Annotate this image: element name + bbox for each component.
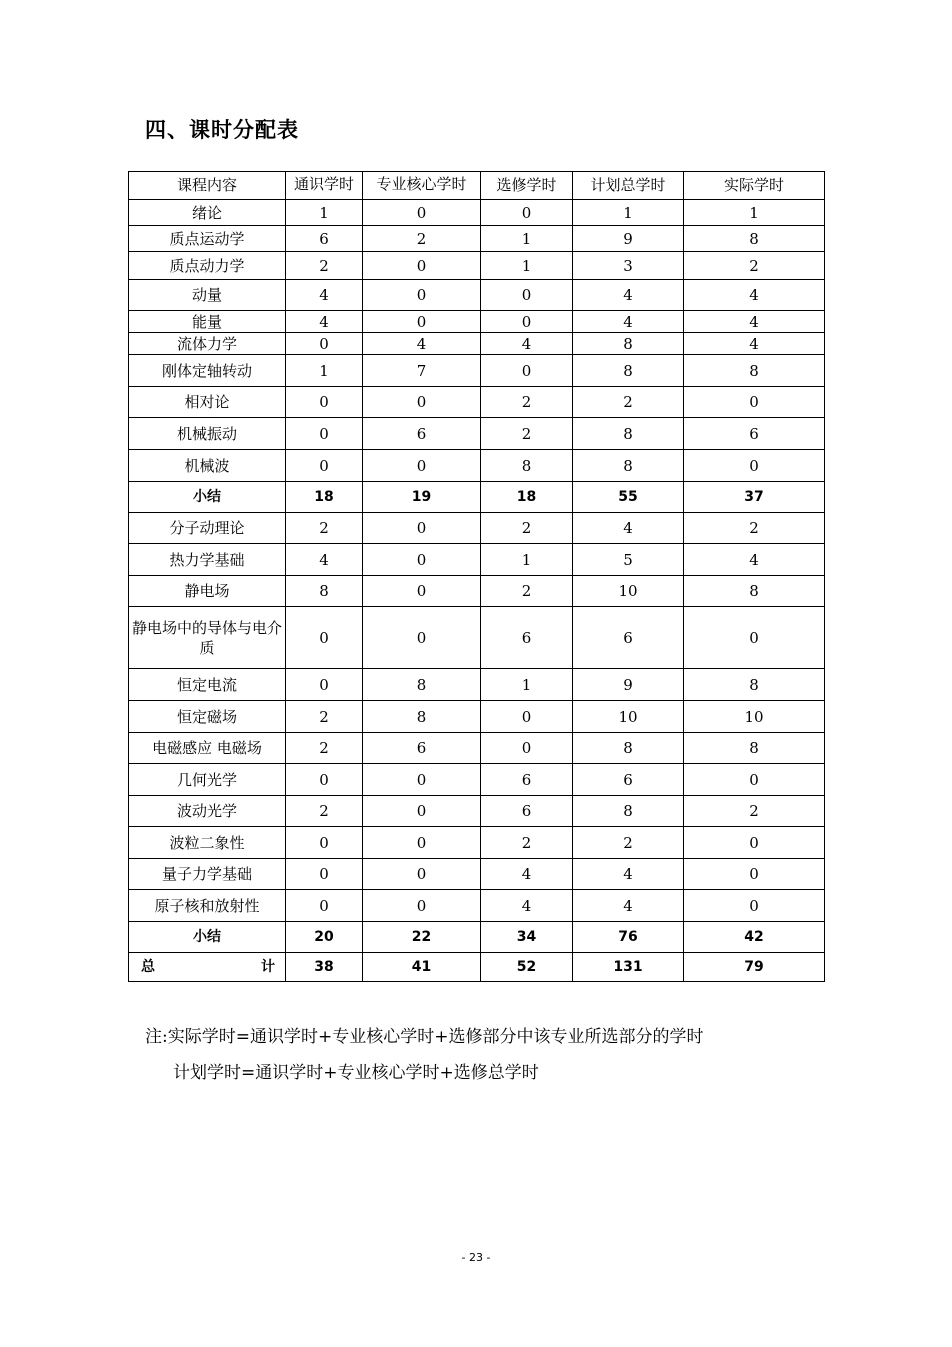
hours-cell: 2 bbox=[481, 513, 573, 544]
hours-cell: 6 bbox=[363, 418, 481, 450]
hours-cell: 4 bbox=[573, 280, 684, 311]
hours-cell: 7 bbox=[363, 355, 481, 387]
hours-cell: 0 bbox=[286, 859, 363, 890]
hours-cell: 0 bbox=[363, 280, 481, 311]
course-name-cell: 机械振动 bbox=[129, 418, 286, 450]
hours-cell: 8 bbox=[684, 226, 825, 252]
header-core-hours: 专业核心学时 bbox=[363, 172, 481, 200]
note-line: 注:实际学时=通识学时+专业核心学时+选修部分中该专业所选部分的学时 bbox=[145, 1027, 704, 1047]
hours-cell: 4 bbox=[481, 859, 573, 890]
hours-cell: 1 bbox=[573, 200, 684, 226]
course-name-cell: 刚体定轴转动 bbox=[129, 355, 286, 387]
hours-cell: 0 bbox=[363, 311, 481, 333]
page-number: - 23 - bbox=[461, 1251, 491, 1264]
hours-cell: 4 bbox=[573, 859, 684, 890]
course-name-cell: 小结 bbox=[129, 922, 286, 953]
hours-cell: 18 bbox=[481, 482, 573, 513]
table-header-row bbox=[129, 172, 825, 200]
hours-cell: 0 bbox=[363, 827, 481, 859]
table-row bbox=[129, 200, 825, 226]
course-name-cell: 静电场中的导体与电介质 bbox=[129, 607, 286, 669]
hours-cell: 0 bbox=[363, 387, 481, 418]
course-name-cell: 质点动力学 bbox=[129, 252, 286, 280]
hours-cell: 6 bbox=[481, 796, 573, 827]
hours-cell: 1 bbox=[286, 355, 363, 387]
hours-cell: 55 bbox=[573, 482, 684, 513]
table-row bbox=[129, 764, 825, 796]
hours-cell: 4 bbox=[286, 544, 363, 576]
hours-cell: 42 bbox=[684, 922, 825, 953]
table-row bbox=[129, 280, 825, 311]
course-name-cell: 能量 bbox=[129, 311, 286, 333]
subtotal-row bbox=[129, 482, 825, 513]
course-name-cell: 流体力学 bbox=[129, 333, 286, 355]
hours-cell: 6 bbox=[573, 607, 684, 669]
hours-cell: 4 bbox=[684, 280, 825, 311]
table-row bbox=[129, 827, 825, 859]
hours-cell: 2 bbox=[481, 827, 573, 859]
table-row bbox=[129, 355, 825, 387]
hours-cell: 8 bbox=[481, 450, 573, 482]
header-actual-hours: 实际学时 bbox=[684, 172, 825, 200]
hours-cell: 0 bbox=[286, 607, 363, 669]
hours-cell: 0 bbox=[286, 890, 363, 922]
hours-cell: 1 bbox=[481, 544, 573, 576]
hours-cell: 8 bbox=[684, 733, 825, 764]
hours-cell: 8 bbox=[684, 669, 825, 701]
hours-cell: 6 bbox=[481, 764, 573, 796]
hours-cell: 4 bbox=[573, 513, 684, 544]
total-label bbox=[129, 953, 286, 982]
table-row bbox=[129, 418, 825, 450]
hours-cell: 0 bbox=[363, 607, 481, 669]
hours-cell: 10 bbox=[573, 701, 684, 733]
hours-cell: 0 bbox=[363, 764, 481, 796]
hours-cell: 8 bbox=[363, 669, 481, 701]
table-row bbox=[129, 544, 825, 576]
hours-cell: 0 bbox=[286, 764, 363, 796]
hours-cell: 0 bbox=[481, 701, 573, 733]
table-row bbox=[129, 311, 825, 333]
hours-cell: 4 bbox=[363, 333, 481, 355]
table-row bbox=[129, 450, 825, 482]
hours-cell: 0 bbox=[363, 252, 481, 280]
header-course-content: 课程内容 bbox=[129, 172, 286, 200]
hours-cell: 4 bbox=[573, 890, 684, 922]
total-cell: 41 bbox=[363, 953, 481, 982]
hours-cell: 0 bbox=[684, 387, 825, 418]
hours-cell: 8 bbox=[573, 733, 684, 764]
hours-cell: 8 bbox=[684, 576, 825, 607]
hours-cell: 1 bbox=[481, 226, 573, 252]
table-row bbox=[129, 796, 825, 827]
hours-cell: 0 bbox=[684, 764, 825, 796]
hours-cell: 2 bbox=[573, 827, 684, 859]
hours-cell: 4 bbox=[684, 333, 825, 355]
subtotal-row bbox=[129, 922, 825, 953]
hours-cell: 2 bbox=[286, 796, 363, 827]
hours-cell: 2 bbox=[286, 252, 363, 280]
header-general-hours: 通识学时 bbox=[286, 172, 363, 200]
hours-cell: 0 bbox=[684, 607, 825, 669]
hours-cell: 2 bbox=[481, 387, 573, 418]
course-name-cell: 小结 bbox=[129, 482, 286, 513]
header-planned-total: 计划总学时 bbox=[573, 172, 684, 200]
hours-cell: 0 bbox=[363, 859, 481, 890]
hours-cell: 0 bbox=[286, 333, 363, 355]
total-cell: 38 bbox=[286, 953, 363, 982]
header-elective-hours: 选修学时 bbox=[481, 172, 573, 200]
total-row bbox=[129, 953, 825, 982]
hours-cell: 6 bbox=[363, 733, 481, 764]
hours-cell: 0 bbox=[684, 450, 825, 482]
total-cell: 79 bbox=[684, 953, 825, 982]
table-row bbox=[129, 607, 825, 669]
hours-cell: 0 bbox=[481, 311, 573, 333]
course-name-cell: 静电场 bbox=[129, 576, 286, 607]
hours-cell: 1 bbox=[481, 252, 573, 280]
course-name-cell: 绪论 bbox=[129, 200, 286, 226]
hours-cell: 76 bbox=[573, 922, 684, 953]
table-row bbox=[129, 733, 825, 764]
hours-cell: 0 bbox=[286, 387, 363, 418]
hours-cell: 8 bbox=[684, 355, 825, 387]
hours-cell: 8 bbox=[573, 418, 684, 450]
hours-cell: 8 bbox=[286, 576, 363, 607]
table-row bbox=[129, 669, 825, 701]
hours-cell: 5 bbox=[573, 544, 684, 576]
course-name-cell: 量子力学基础 bbox=[129, 859, 286, 890]
hours-cell: 0 bbox=[481, 280, 573, 311]
hours-cell: 9 bbox=[573, 226, 684, 252]
hours-cell: 18 bbox=[286, 482, 363, 513]
total-cell: 52 bbox=[481, 953, 573, 982]
hours-cell: 0 bbox=[481, 355, 573, 387]
hours-cell: 2 bbox=[286, 513, 363, 544]
hours-cell: 9 bbox=[573, 669, 684, 701]
hours-cell: 2 bbox=[286, 701, 363, 733]
hours-cell: 4 bbox=[684, 544, 825, 576]
note-line: 计划学时=通识学时+专业核心学时+选修总学时 bbox=[173, 1063, 539, 1083]
course-name-cell: 波动光学 bbox=[129, 796, 286, 827]
course-name-cell: 分子动理论 bbox=[129, 513, 286, 544]
hours-cell: 4 bbox=[286, 280, 363, 311]
hours-cell: 4 bbox=[481, 333, 573, 355]
hours-cell: 6 bbox=[481, 607, 573, 669]
hours-cell: 6 bbox=[286, 226, 363, 252]
course-name-cell: 恒定磁场 bbox=[129, 701, 286, 733]
table-row bbox=[129, 859, 825, 890]
hours-cell: 2 bbox=[481, 418, 573, 450]
course-name-cell: 几何光学 bbox=[129, 764, 286, 796]
hours-cell: 0 bbox=[363, 890, 481, 922]
total-label-left: 总 bbox=[141, 959, 155, 975]
hours-cell: 4 bbox=[684, 311, 825, 333]
course-name-cell: 热力学基础 bbox=[129, 544, 286, 576]
hours-cell: 0 bbox=[684, 859, 825, 890]
hours-cell: 0 bbox=[286, 450, 363, 482]
hours-cell: 1 bbox=[481, 669, 573, 701]
hours-cell: 22 bbox=[363, 922, 481, 953]
table-body bbox=[129, 200, 825, 953]
hours-cell: 8 bbox=[363, 701, 481, 733]
course-name-cell: 原子核和放射性 bbox=[129, 890, 286, 922]
table-row bbox=[129, 387, 825, 418]
table-row bbox=[129, 333, 825, 355]
hours-cell: 37 bbox=[684, 482, 825, 513]
hours-cell: 4 bbox=[573, 311, 684, 333]
hours-cell: 8 bbox=[573, 796, 684, 827]
hours-cell: 2 bbox=[684, 796, 825, 827]
table-row bbox=[129, 576, 825, 607]
hours-cell: 8 bbox=[573, 355, 684, 387]
hours-cell: 0 bbox=[363, 450, 481, 482]
hours-cell: 8 bbox=[573, 333, 684, 355]
hours-cell: 0 bbox=[286, 827, 363, 859]
hours-cell: 4 bbox=[286, 311, 363, 333]
table-row bbox=[129, 701, 825, 733]
total-cell: 131 bbox=[573, 953, 684, 982]
hours-cell: 4 bbox=[481, 890, 573, 922]
hours-cell: 2 bbox=[684, 513, 825, 544]
hours-cell: 2 bbox=[481, 576, 573, 607]
hours-cell: 10 bbox=[573, 576, 684, 607]
course-name-cell: 波粒二象性 bbox=[129, 827, 286, 859]
hours-cell: 0 bbox=[684, 890, 825, 922]
hours-cell: 0 bbox=[481, 733, 573, 764]
course-name-cell: 恒定电流 bbox=[129, 669, 286, 701]
hours-cell: 0 bbox=[286, 669, 363, 701]
hours-cell: 0 bbox=[481, 200, 573, 226]
table-row bbox=[129, 226, 825, 252]
hours-cell: 2 bbox=[573, 387, 684, 418]
notes bbox=[145, 1019, 703, 1091]
hours-cell: 2 bbox=[363, 226, 481, 252]
course-name-cell: 电磁感应 电磁场 bbox=[129, 733, 286, 764]
course-name-cell: 动量 bbox=[129, 280, 286, 311]
hours-cell: 0 bbox=[363, 200, 481, 226]
course-name-cell: 机械波 bbox=[129, 450, 286, 482]
total-label-right: 计 bbox=[261, 959, 275, 975]
hours-cell: 10 bbox=[684, 701, 825, 733]
hours-cell: 1 bbox=[286, 200, 363, 226]
hours-cell: 2 bbox=[286, 733, 363, 764]
hours-cell: 34 bbox=[481, 922, 573, 953]
hours-cell: 0 bbox=[286, 418, 363, 450]
hours-cell: 0 bbox=[684, 827, 825, 859]
hours-table bbox=[128, 171, 825, 982]
section-title: 四、课时分配表 bbox=[145, 118, 299, 142]
course-name-cell: 相对论 bbox=[129, 387, 286, 418]
hours-cell: 20 bbox=[286, 922, 363, 953]
table-row bbox=[129, 513, 825, 544]
course-name-cell: 质点运动学 bbox=[129, 226, 286, 252]
hours-cell: 6 bbox=[684, 418, 825, 450]
table-row bbox=[129, 890, 825, 922]
hours-cell: 0 bbox=[363, 576, 481, 607]
hours-cell: 6 bbox=[573, 764, 684, 796]
hours-cell: 0 bbox=[363, 796, 481, 827]
hours-cell: 2 bbox=[684, 252, 825, 280]
table-row bbox=[129, 252, 825, 280]
hours-cell: 0 bbox=[363, 544, 481, 576]
hours-cell: 19 bbox=[363, 482, 481, 513]
hours-cell: 8 bbox=[573, 450, 684, 482]
hours-cell: 1 bbox=[684, 200, 825, 226]
hours-cell: 3 bbox=[573, 252, 684, 280]
hours-cell: 0 bbox=[363, 513, 481, 544]
